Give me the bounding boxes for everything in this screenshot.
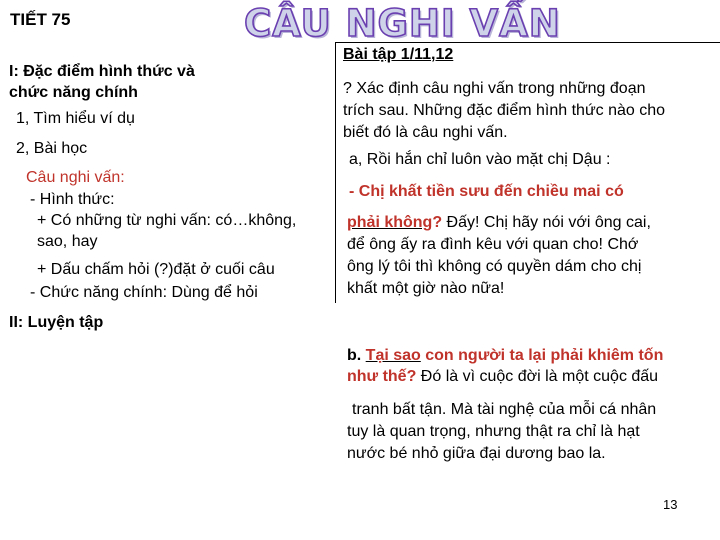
divider-vertical [335,42,336,303]
section-1-line-2: chức năng chính [9,84,138,101]
prompt-line-2: trích sau. Những đặc điểm hình thức nào cho [343,102,666,119]
example-a-intro: a, Rồi hắn chỉ luôn vào mặt chị Dậu : [349,151,611,168]
form-label: - Hình thức: [30,191,115,208]
lesson-heading: Câu nghi vấn: [26,169,125,186]
question-mark-b: ? [406,368,417,385]
example-b-line-4: tuy là quan trọng, nhưng thật ra chỉ là hạt [347,423,640,440]
item-1: 1, Tìm hiểu ví dụ [16,110,135,127]
section-2: II: Luyện tập [9,314,104,331]
page-number: 13 [663,497,678,512]
wordart-title: CÂU NGHI VẤN [244,2,561,45]
prompt-line-1: ? Xác định câu nghi vấn trong những đoạn [343,80,646,97]
question-mark: ? [432,214,443,231]
example-b-question-end: như thế [347,368,407,385]
example-a-question-line: - Chị khất tiền sưu đến chiều mai có [349,183,624,200]
example-b-line-3: tranh bất tận. Mà tài nghệ của mỗi cá nhân [352,401,657,418]
form-point-1-line-1: + Có những từ nghi vấn: có…không, [37,212,297,229]
example-b-prefix: b. [347,347,366,364]
example-b-question-rest: con người ta lại phải khiêm tốn [420,347,664,364]
example-a-line-3: để ông ấy ra đình kêu với quan cho! Chớ [347,236,639,253]
example-a-line-2 [347,212,651,233]
divider-horizontal [335,42,720,43]
lesson-label: TIẾT 75 [10,10,71,29]
question-word: phải không [347,214,433,231]
exercise-title: Bài tập 1/11,12 [343,46,454,63]
function-line: - Chức năng chính: Dùng để hỏi [30,284,258,301]
example-b-line-1 [347,345,663,366]
example-b-line-2 [347,366,658,387]
example-b-rest: Đó là vì cuộc đời là một cuộc đấu [416,368,659,385]
question-word-b: Tại sao [365,347,421,364]
form-point-1-line-2: sao, hay [37,233,98,250]
item-2: 2, Bài học [16,140,88,157]
example-a-rest: Đấy! Chị hãy nói với ông cai, [442,214,651,231]
prompt-line-3: biết đó là câu nghi vấn. [343,124,508,141]
example-b-line-5: nước bé nhỏ giữa đại dương bao la. [347,445,606,462]
example-a-line-5: khất một giờ nào nữa! [347,280,505,297]
section-1-line-1: I: Đặc điểm hình thức và [9,63,195,80]
form-point-2: + Dấu chấm hỏi (?)đặt ở cuối câu [37,261,275,278]
example-a-line-4: ông lý tôi thì không có quyền dám cho chị [347,258,642,275]
